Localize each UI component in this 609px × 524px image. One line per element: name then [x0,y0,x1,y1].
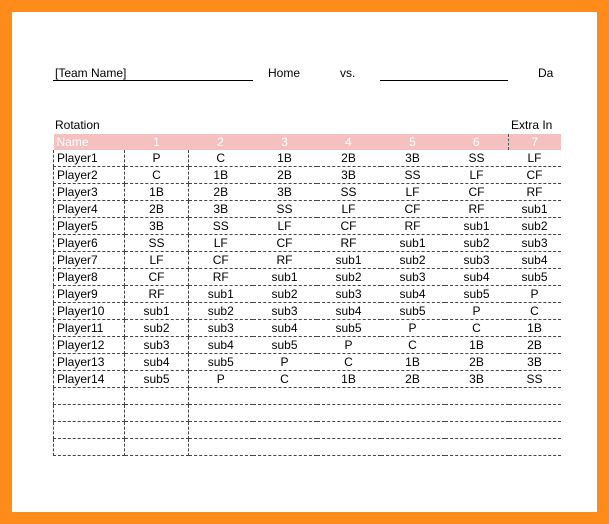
position-cell[interactable]: sub5 [189,354,253,371]
player-name-cell[interactable]: Player12 [54,337,125,354]
position-cell[interactable]: sub5 [445,286,509,303]
empty-cell[interactable] [54,422,125,439]
position-cell[interactable]: P [381,320,445,337]
position-cell[interactable]: sub4 [125,354,189,371]
table-row [54,235,561,252]
table-row [54,252,561,269]
position-cell[interactable]: sub2 [125,320,189,337]
empty-cell[interactable] [253,422,317,439]
empty-cell[interactable] [317,439,381,456]
position-cell[interactable]: CF [125,269,189,286]
position-cell[interactable]: P [445,303,509,320]
empty-cell[interactable] [54,405,125,422]
column-header-inning: 2 [189,134,253,150]
empty-cell[interactable] [445,422,509,439]
position-cell[interactable]: sub3 [445,252,509,269]
empty-cell[interactable] [381,439,445,456]
table-row [54,269,561,286]
player-name-cell[interactable]: Player10 [54,303,125,320]
position-cell[interactable]: sub1 [381,235,445,252]
position-cell[interactable]: SS [317,184,381,201]
position-cell[interactable]: sub4 [381,286,445,303]
position-cell[interactable]: 2B [317,150,381,167]
position-cell[interactable]: LF [381,184,445,201]
empty-cell[interactable] [125,439,189,456]
position-cell[interactable]: SS [125,235,189,252]
position-cell[interactable]: RF [509,184,561,201]
table-row [54,337,561,354]
position-cell[interactable]: sub4 [509,252,561,269]
rotation-table [53,134,561,456]
position-cell[interactable]: 3B [509,354,561,371]
position-cell[interactable]: 3B [253,184,317,201]
column-header-inning: 5 [381,134,445,150]
position-cell[interactable]: RF [253,252,317,269]
table-row [54,320,561,337]
position-cell[interactable]: LF [509,150,561,167]
position-cell[interactable]: 2B [253,167,317,184]
position-cell[interactable]: SS [253,201,317,218]
position-cell[interactable]: 1B [381,354,445,371]
position-cell[interactable]: 3B [189,201,253,218]
player-name-cell[interactable]: Player7 [54,252,125,269]
position-cell[interactable]: sub5 [125,371,189,388]
position-cell[interactable]: sub3 [317,286,381,303]
player-name-cell[interactable]: Player5 [54,218,125,235]
table-row [54,201,561,218]
empty-row [54,422,561,439]
extra-innings-label: Extra In [511,118,553,132]
position-cell[interactable]: P [253,354,317,371]
empty-row [54,439,561,456]
position-cell[interactable]: sub5 [381,303,445,320]
position-cell[interactable]: sub2 [445,235,509,252]
position-cell[interactable]: LF [189,235,253,252]
position-cell[interactable]: sub1 [125,303,189,320]
position-cell[interactable]: P [189,371,253,388]
table-row [54,184,561,201]
table-row [54,303,561,320]
empty-cell[interactable] [189,422,253,439]
empty-cell[interactable] [381,422,445,439]
empty-cell[interactable] [54,388,125,405]
empty-cell[interactable] [253,405,317,422]
position-cell[interactable]: 3B [445,371,509,388]
position-cell[interactable]: sub1 [317,252,381,269]
column-header-inning: 3 [253,134,317,150]
empty-cell[interactable] [317,422,381,439]
column-header-inning: 7 [509,134,561,150]
player-name-cell[interactable]: Player8 [54,269,125,286]
position-cell[interactable]: LF [445,167,509,184]
table-row [54,218,561,235]
position-cell[interactable]: sub2 [509,218,561,235]
table-row [54,286,561,303]
position-cell[interactable]: RF [317,235,381,252]
position-cell[interactable]: C [253,371,317,388]
position-cell[interactable]: LF [125,252,189,269]
vs-label: vs. [340,66,356,80]
column-header-name: Name [54,134,125,150]
position-cell[interactable]: C [445,320,509,337]
column-header-inning: 4 [317,134,381,150]
position-cell[interactable]: 2B [509,337,561,354]
empty-cell[interactable] [317,388,381,405]
position-cell[interactable]: sub3 [125,337,189,354]
empty-cell[interactable] [125,422,189,439]
rotation-label: Rotation [55,118,100,132]
empty-cell[interactable] [253,439,317,456]
empty-cell[interactable] [509,422,561,439]
position-cell[interactable]: RF [381,218,445,235]
position-cell[interactable]: 2B [381,371,445,388]
player-name-cell[interactable]: Player2 [54,167,125,184]
position-cell[interactable]: sub1 [189,286,253,303]
position-cell[interactable]: 3B [125,218,189,235]
position-cell[interactable]: 1B [125,184,189,201]
table-row [54,371,561,388]
empty-cell[interactable] [54,439,125,456]
position-cell[interactable]: RF [125,286,189,303]
empty-cell[interactable] [317,405,381,422]
player-name-cell[interactable]: Player9 [54,286,125,303]
position-cell[interactable]: SS [509,371,561,388]
position-cell[interactable]: sub4 [253,320,317,337]
player-name-cell[interactable]: Player14 [54,371,125,388]
position-cell[interactable]: P [317,337,381,354]
position-cell[interactable]: CF [189,252,253,269]
empty-cell[interactable] [189,405,253,422]
team-name-field[interactable]: [Team Name] [55,66,127,80]
empty-cell[interactable] [189,388,253,405]
position-cell[interactable]: CF [445,184,509,201]
position-cell[interactable]: sub5 [317,320,381,337]
empty-cell[interactable] [445,439,509,456]
player-name-cell[interactable]: Player1 [54,150,125,167]
empty-cell[interactable] [509,405,561,422]
position-cell[interactable]: sub4 [317,303,381,320]
empty-cell[interactable] [189,439,253,456]
position-cell[interactable]: sub3 [381,269,445,286]
position-cell[interactable]: sub1 [445,218,509,235]
empty-cell[interactable] [125,388,189,405]
position-cell[interactable]: sub3 [253,303,317,320]
position-cell[interactable]: P [509,286,561,303]
player-name-cell[interactable]: Player13 [54,354,125,371]
position-cell[interactable]: RF [445,201,509,218]
position-cell[interactable]: sub2 [253,286,317,303]
position-cell[interactable]: sub2 [189,303,253,320]
position-cell[interactable]: sub3 [509,235,561,252]
player-name-cell[interactable]: Player6 [54,235,125,252]
position-cell[interactable]: 1B [317,371,381,388]
position-cell[interactable]: CF [317,218,381,235]
position-cell[interactable]: sub1 [253,269,317,286]
position-cell[interactable]: 1B [509,320,561,337]
position-cell[interactable]: 2B [189,184,253,201]
opponent-field[interactable] [380,80,508,81]
position-cell[interactable]: SS [445,150,509,167]
header-row [54,134,561,150]
position-cell[interactable]: C [509,303,561,320]
position-cell[interactable]: CF [381,201,445,218]
empty-cell[interactable] [509,388,561,405]
position-cell[interactable]: C [189,150,253,167]
empty-cell[interactable] [253,388,317,405]
date-label: Da [538,66,554,80]
position-cell[interactable]: CF [509,167,561,184]
position-cell[interactable]: 2B [445,354,509,371]
position-cell[interactable]: sub3 [189,320,253,337]
position-cell[interactable]: 1B [445,337,509,354]
position-cell[interactable]: C [125,167,189,184]
position-cell[interactable]: sub4 [445,269,509,286]
player-name-cell[interactable]: Player4 [54,201,125,218]
position-cell[interactable]: sub2 [381,252,445,269]
table-row [54,150,561,167]
empty-cell[interactable] [445,405,509,422]
empty-cell[interactable] [509,439,561,456]
position-cell[interactable]: 1B [189,167,253,184]
position-cell[interactable]: 1B [253,150,317,167]
position-cell[interactable]: 3B [381,150,445,167]
column-header-inning: 6 [445,134,509,150]
column-header-inning: 1 [125,134,189,150]
position-cell[interactable]: C [381,337,445,354]
table-row [54,354,561,371]
empty-cell[interactable] [381,405,445,422]
position-cell[interactable]: LF [317,201,381,218]
team-name-underline [53,80,253,81]
position-cell[interactable]: sub5 [253,337,317,354]
empty-cell[interactable] [125,405,189,422]
position-cell[interactable]: sub5 [509,269,561,286]
position-cell[interactable]: CF [253,235,317,252]
position-cell[interactable]: SS [381,167,445,184]
position-cell[interactable]: sub1 [509,201,561,218]
empty-cell[interactable] [381,388,445,405]
position-cell[interactable]: sub4 [189,337,253,354]
table-row [54,167,561,184]
player-name-cell[interactable]: Player3 [54,184,125,201]
position-cell[interactable]: C [317,354,381,371]
home-label: Home [268,66,301,80]
position-cell[interactable]: LF [253,218,317,235]
position-cell[interactable]: SS [189,218,253,235]
empty-row [54,388,561,405]
player-name-cell[interactable]: Player11 [54,320,125,337]
empty-cell[interactable] [445,388,509,405]
empty-row [54,405,561,422]
position-cell[interactable]: 2B [125,201,189,218]
lineup-sheet [12,12,597,512]
position-cell[interactable]: P [125,150,189,167]
position-cell[interactable]: sub2 [317,269,381,286]
position-cell[interactable]: RF [189,269,253,286]
position-cell[interactable]: 3B [317,167,381,184]
